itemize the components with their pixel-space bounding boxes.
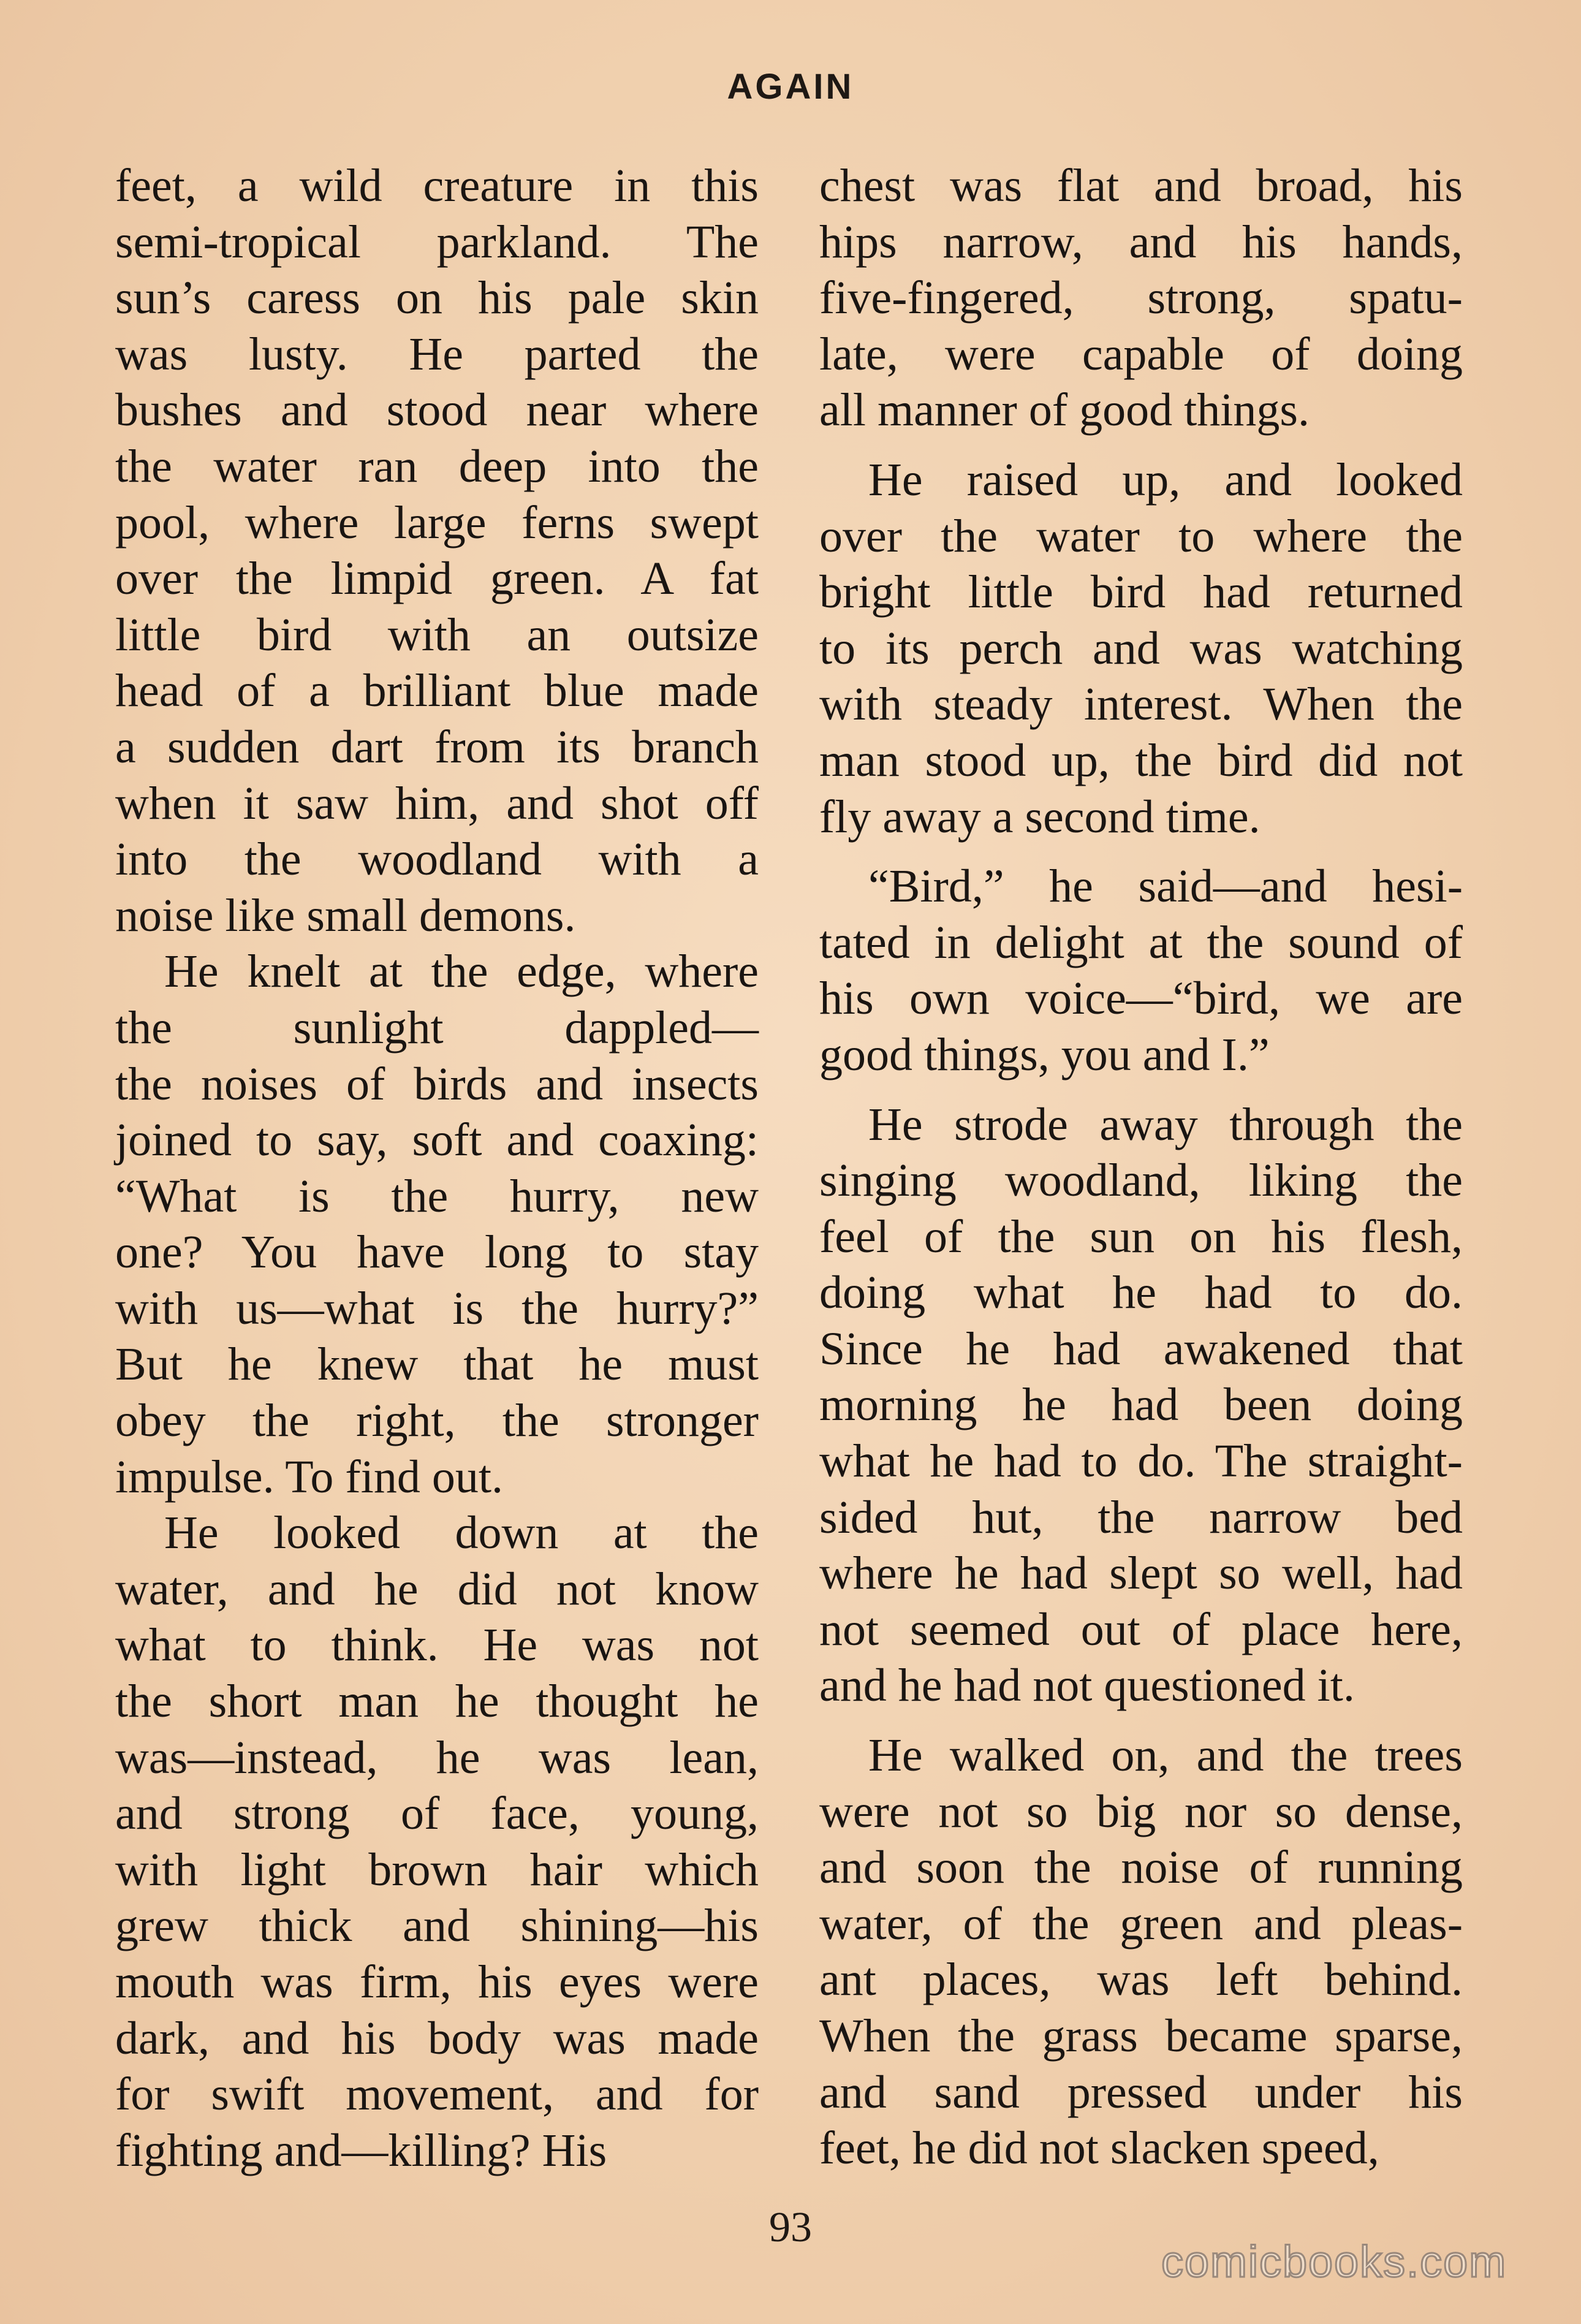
watermark: comicbooks.com — [1161, 2238, 1507, 2287]
text-line: a sudden dart from its branch — [115, 721, 759, 773]
paragraph — [819, 158, 1463, 439]
text-line: the short man he thought he — [115, 1676, 759, 1728]
text-line: and strong of face, young, — [115, 1788, 759, 1840]
text-line: pool, where large ferns swept — [115, 496, 759, 549]
text-line: He looked down at the — [164, 1507, 759, 1559]
text-line: were not so big nor so dense, — [819, 1785, 1463, 1837]
text-line: He raised up, and looked — [868, 454, 1463, 506]
text-line: the noises of birds and insects — [115, 1058, 759, 1110]
text-line: and he had not questioned it. — [819, 1660, 1355, 1712]
text-line: grew thick and shining—his — [115, 1900, 759, 1952]
text-line: with light brown hair which — [115, 1844, 759, 1896]
text-line: with steady interest. When the — [819, 678, 1463, 731]
text-line: for swift movement, and for — [115, 2068, 759, 2121]
text-line: He knelt at the edge, where — [164, 946, 759, 998]
text-line: feet, he did not slacken speed, — [819, 2122, 1379, 2174]
paragraph — [819, 859, 1463, 1083]
text-line: the water ran deep into the — [115, 440, 759, 492]
text-line: was lusty. He parted the — [115, 328, 759, 380]
text-line: water, and he did not know — [115, 1563, 759, 1615]
paragraph — [115, 1505, 759, 2179]
text-line: obey the right, the stronger — [115, 1395, 759, 1447]
text-line: five-fingered, strong, spatu- — [819, 272, 1463, 324]
paragraph — [115, 158, 759, 944]
text-line: into the woodland with a — [115, 834, 759, 886]
text-line: over the limpid green. A fat — [115, 553, 759, 605]
text-line: chest was flat and broad, his — [819, 160, 1463, 211]
paragraph — [819, 1728, 1463, 2177]
left-column — [115, 158, 759, 2179]
text-line: semi-tropical parkland. The — [115, 216, 759, 268]
text-line: what he had to do. The straight- — [819, 1435, 1463, 1487]
text-line: with us—what is the hurry?” — [115, 1282, 759, 1334]
text-line: good things, you and I.” — [819, 1028, 1270, 1080]
text-line: not seemed out of place here, — [819, 1603, 1463, 1655]
text-line: feet, a wild creature in this — [115, 160, 759, 211]
text-line: hips narrow, and his hands, — [819, 216, 1463, 268]
text-line: impulse. To find out. — [115, 1451, 503, 1503]
text-line: mouth was firm, his eyes were — [115, 1956, 759, 2008]
text-line: noise like small demons. — [115, 889, 576, 941]
text-line: all manner of good things. — [819, 384, 1310, 436]
right-column — [819, 158, 1463, 2177]
text-line: the sunlight dappled— — [115, 1001, 759, 1054]
page-number: 93 — [769, 2204, 812, 2251]
text-line: his own voice—“bird, we are — [819, 973, 1463, 1025]
text-line: what to think. He was not — [115, 1619, 759, 1671]
text-line: sided hut, the narrow bed — [819, 1491, 1463, 1543]
text-line: But he knew that he must — [115, 1339, 759, 1391]
text-line: “What is the hurry, new — [115, 1170, 759, 1222]
paragraph — [115, 944, 759, 1505]
text-line: joined to say, soft and coaxing: — [115, 1114, 759, 1166]
text-line: He strode away through the — [868, 1098, 1463, 1150]
text-line: was—instead, he was lean, — [115, 1731, 759, 1783]
paragraph — [819, 452, 1463, 845]
text-line: morning he had been doing — [819, 1379, 1463, 1431]
text-line: tated in delight at the sound of — [819, 916, 1463, 968]
text-line: head of a brilliant blue made — [115, 665, 759, 717]
text-line: to its perch and was watching — [819, 622, 1463, 674]
text-line: and sand pressed under his — [819, 2066, 1463, 2118]
text-line: “Bird,” he said—and hesi- — [868, 860, 1463, 913]
text-line: When the grass became sparse, — [819, 2010, 1463, 2062]
text-line: over the water to where the — [819, 510, 1463, 562]
text-line: man stood up, the bird did not — [819, 734, 1463, 786]
text-line: late, were capable of doing — [819, 328, 1463, 380]
text-line: water, of the green and pleas- — [819, 1897, 1463, 1950]
text-line: little bird with an outsize — [115, 609, 759, 661]
text-line: where he had slept so well, had — [819, 1547, 1463, 1600]
text-line: He walked on, and the trees — [868, 1730, 1463, 1782]
text-line: dark, and his body was made — [115, 2012, 759, 2064]
text-line: and soon the noise of running — [819, 1842, 1463, 1894]
running-header: AGAIN — [727, 67, 854, 107]
text-line: doing what he had to do. — [819, 1267, 1463, 1319]
paragraph — [819, 1097, 1463, 1715]
text-line: Since he had awakened that — [819, 1323, 1463, 1375]
text-line: feel of the sun on his flesh, — [819, 1210, 1463, 1263]
text-line: when it saw him, and shot off — [115, 777, 759, 829]
text-line: sun’s caress on his pale skin — [115, 272, 759, 324]
text-line: singing woodland, liking the — [819, 1155, 1463, 1207]
text-line: bright little bird had returned — [819, 566, 1463, 618]
text-line: fly away a second time. — [819, 791, 1261, 843]
text-line: fighting and—killing? His — [115, 2124, 607, 2176]
text-line: ant places, was left behind. — [819, 1954, 1463, 2006]
text-line: bushes and stood near where — [115, 384, 759, 436]
text-line: one? You have long to stay — [115, 1226, 759, 1278]
